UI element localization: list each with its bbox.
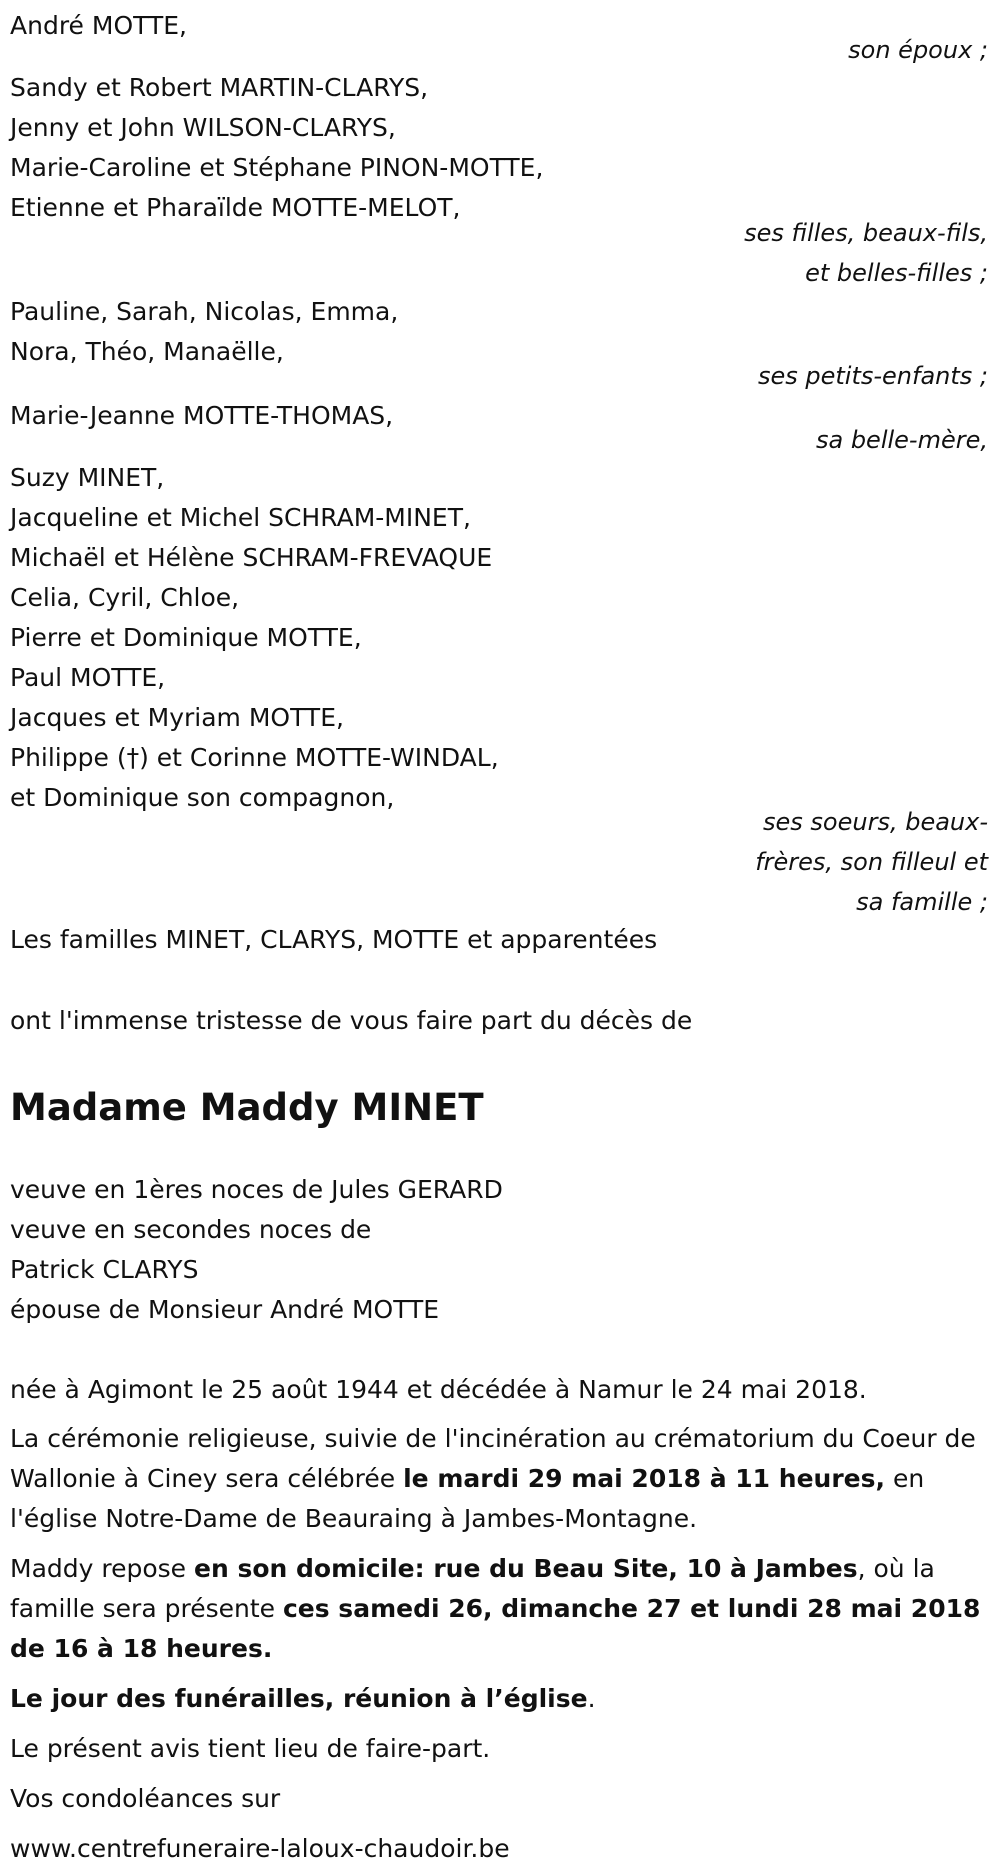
funeral-day-text: Le jour des funérailles, réunion à l’église — [10, 1684, 588, 1713]
siblings-name-1: Suzy MINET, — [10, 463, 165, 492]
siblings-name-7: Jacques et Myriam MOTTE, — [10, 703, 344, 732]
daughters-name-3: Marie-Caroline et Stéphane PINON-MOTTE, — [10, 153, 544, 182]
deceased-detail-3: Patrick CLARYS — [10, 1255, 199, 1284]
mother-in-law-role: sa belle-mère, — [815, 426, 988, 454]
rest-visiting-hours: ces samedi 26, dimanche 27 et lundi 28 mai 2018 de 16 à 18 heures. — [10, 1594, 981, 1663]
siblings-role-line-1: ses soeurs, beaux- — [763, 808, 988, 836]
funeral-day-line — [10, 1679, 990, 1719]
rest-address: en son domicile: rue du Beau Site, 10 à Jambes — [194, 1554, 858, 1583]
notice-text: Le présent avis tient lieu de faire-part. — [10, 1734, 491, 1763]
daughters-name-2: Jenny et John WILSON-CLARYS, — [10, 113, 396, 142]
birth-death-text: née à Agimont le 25 août 1944 et décédée à Namur le 24 mai 2018. — [10, 1375, 867, 1404]
ceremony-text-1: La cérémonie religieuse, suivie de l'incinération au crématorium du Coeur de Wallonie à Ciney sera célébrée — [10, 1424, 976, 1493]
grandchildren-name-2: Nora, Théo, Manaëlle, — [10, 337, 284, 366]
families-line: Les familles MINET, CLARYS, MOTTE et apparentées — [10, 925, 658, 954]
website-link[interactable]: www.centrefuneraire-laloux-chaudoir.be — [10, 1834, 510, 1863]
rest-paragraph — [10, 1549, 985, 1669]
rest-text-1: Maddy repose — [10, 1554, 194, 1583]
siblings-name-5: Pierre et Dominique MOTTE, — [10, 623, 362, 652]
ceremony-text-2: en l'église Notre-Dame de Beauraing à Jambes-Montagne. — [10, 1464, 925, 1533]
ceremony-date-time: le mardi 29 mai 2018 à 11 heures, — [403, 1464, 885, 1493]
husband-name: André MOTTE, — [10, 11, 187, 40]
daughters-name-1: Sandy et Robert MARTIN-CLARYS, — [10, 73, 429, 102]
deceased-detail-1: veuve en 1ères noces de Jules GERARD — [10, 1175, 503, 1204]
daughters-role-line-2: et belles-filles ; — [805, 259, 988, 287]
daughters-name-4: Etienne et Pharaïlde MOTTE-MELOT, — [10, 193, 461, 222]
siblings-name-4: Celia, Cyril, Chloe, — [10, 583, 240, 612]
siblings-role-line-2: frères, son filleul et — [755, 848, 988, 876]
grandchildren-role: ses petits-enfants ; — [757, 362, 988, 390]
daughters-role-line-1: ses filles, beaux-fils, — [744, 219, 988, 247]
siblings-name-6: Paul MOTTE, — [10, 663, 166, 692]
funeral-day-end: . — [587, 1684, 596, 1713]
mother-in-law-name: Marie-Jeanne MOTTE-THOMAS, — [10, 401, 394, 430]
siblings-name-2: Jacqueline et Michel SCHRAM-MINET, — [10, 503, 471, 532]
siblings-name-8: Philippe (†) et Corinne MOTTE-WINDAL, — [10, 743, 499, 772]
siblings-name-9: et Dominique son compagnon, — [10, 783, 395, 812]
husband-role: son époux ; — [848, 36, 988, 64]
siblings-name-3: Michaël et Hélène SCHRAM-FREVAQUE — [10, 543, 493, 572]
deceased-name: Madame Maddy MINET — [10, 1086, 484, 1129]
siblings-role-line-3: sa famille ; — [856, 888, 988, 916]
deceased-detail-2: veuve en secondes noces de — [10, 1215, 372, 1244]
grandchildren-name-1: Pauline, Sarah, Nicolas, Emma, — [10, 297, 399, 326]
condolences-text: Vos condoléances sur — [10, 1784, 281, 1813]
deceased-detail-4: épouse de Monsieur André MOTTE — [10, 1295, 440, 1324]
announcement-text: ont l'immense tristesse de vous faire part du décès de — [10, 1006, 693, 1035]
ceremony-paragraph — [10, 1419, 985, 1539]
rest-text-2: , où la famille sera présente — [10, 1554, 935, 1623]
